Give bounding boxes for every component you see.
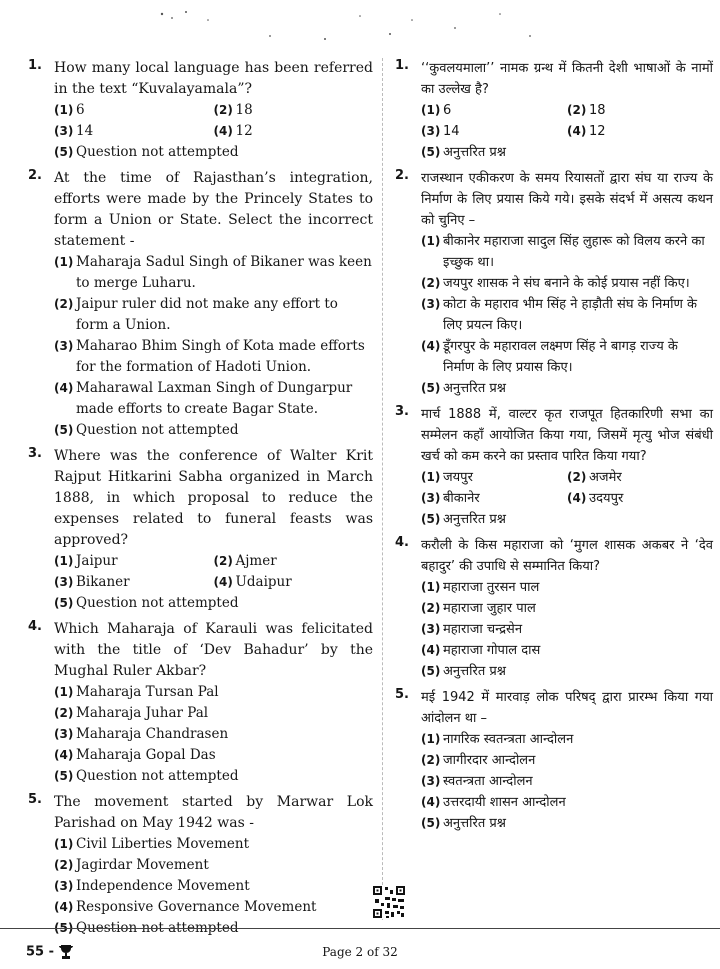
answer-option: [54, 593, 373, 614]
option-text: अनुत्तरित प्रश्न: [443, 381, 506, 396]
option-text: बीकानेर महाराजा सादुल सिंह लुहारू को विलय करने का इच्छुक था।: [443, 234, 705, 270]
answer-option: [421, 813, 713, 834]
qr-code: [372, 885, 406, 919]
option-text: Maharaja Gopal Das: [76, 747, 216, 763]
answer-option: [54, 897, 373, 918]
page-number: Page 2 of 32: [322, 945, 398, 959]
option-text: 12: [589, 124, 606, 139]
option-number: (4): [54, 900, 74, 914]
answer-option: [54, 876, 373, 897]
question-block: [28, 619, 373, 787]
option-number: (5): [54, 596, 74, 610]
option-number: (5): [54, 921, 74, 935]
option-text: Ajmer: [235, 553, 277, 569]
answer-option: [54, 121, 214, 142]
option-text: कोटा के महाराव भीम सिंह ने हाड़ौती संघ के निर्माण के लिए प्रयत्न किए।: [443, 297, 698, 333]
answer-option: [567, 488, 713, 509]
answer-option: [421, 378, 713, 399]
answer-option: [54, 724, 373, 745]
option-text: 6: [76, 102, 85, 118]
question-text: करौली के किस महाराजा को ‘मुगल शासक अकबर ने ‘देव बहादुर’ की उपाधि से सम्मानित किया?: [421, 538, 713, 574]
question-text: At the time of Rajasthan’s integration, efforts were made by the Princely States to form a Union or State. Select the incorrect statement -: [54, 170, 373, 249]
option-number: (4): [421, 339, 441, 353]
option-text: बीकानेर: [443, 491, 480, 506]
option-text: Question not attempted: [76, 144, 239, 160]
option-text: 12: [235, 123, 253, 139]
option-grid: [54, 551, 373, 593]
option-number: (4): [213, 575, 233, 589]
answer-option: [54, 294, 373, 336]
question-number: 1.: [28, 58, 42, 73]
option-text: Bikaner: [76, 574, 130, 590]
option-number: (2): [213, 103, 233, 117]
question-text: Where was the conference of Walter Krit Rajput Hitkarini Sabha organized in March 1888, in which proposal to reduce the expenses related to funeral feasts was approved?: [54, 448, 373, 548]
option-number: (1): [421, 732, 441, 746]
answer-option: [567, 467, 713, 488]
answer-option: [421, 750, 713, 771]
option-number: (3): [421, 774, 441, 788]
answer-option: [54, 703, 373, 724]
option-text: उदयपुर: [589, 491, 624, 506]
question-text: The movement started by Marwar Lok Parishad on May 1942 was -: [54, 794, 373, 831]
question-number: 1.: [395, 58, 409, 73]
answer-option: [54, 682, 373, 703]
option-number: (1): [54, 837, 74, 851]
option-number: (3): [421, 124, 441, 138]
option-number: (2): [421, 753, 441, 767]
answer-option: [54, 551, 214, 572]
answer-option: [54, 855, 373, 876]
option-number: (1): [54, 554, 74, 568]
option-text: महाराजा चन्द्रसेन: [443, 622, 523, 637]
answer-option: [421, 231, 713, 273]
option-number: (3): [421, 491, 441, 505]
hindi-column: [395, 58, 713, 839]
question-text: मई 1942 में मारवाड़ लोक परिषद् द्वारा प्रारम्भ किया गया आंदोलन था –: [421, 690, 713, 726]
answer-option: [214, 100, 374, 121]
option-number: (1): [421, 470, 441, 484]
answer-option: [421, 661, 713, 682]
option-grid: [421, 100, 713, 142]
option-text: जयपुर: [443, 470, 473, 485]
question-block: [28, 58, 373, 163]
option-number: (3): [54, 879, 74, 893]
option-text: 18: [235, 102, 253, 118]
option-number: (4): [421, 795, 441, 809]
option-number: (2): [54, 706, 74, 720]
option-number: (3): [421, 297, 441, 311]
question-number: 2.: [28, 168, 42, 183]
option-text: नागरिक स्वतन्त्रता आन्दोलन: [443, 732, 574, 747]
option-number: (5): [421, 381, 441, 395]
answer-option: [421, 294, 713, 336]
option-text: Jaipur ruler did not make any effort to form a Union.: [76, 296, 338, 333]
option-text: अजमेर: [589, 470, 622, 485]
answer-option: [54, 572, 214, 593]
option-text: Maharawal Laxman Singh of Dungarpur made efforts to create Bagar State.: [76, 380, 353, 417]
answer-option: [421, 792, 713, 813]
question-number: 2.: [395, 168, 409, 183]
option-number: (4): [421, 643, 441, 657]
answer-option: [54, 834, 373, 855]
option-text: Responsive Governance Movement: [76, 899, 317, 915]
answer-option: [54, 745, 373, 766]
option-number: (3): [54, 575, 74, 589]
answer-option: [421, 100, 567, 121]
answer-option: [421, 142, 713, 163]
answer-option: [214, 572, 374, 593]
option-number: (2): [54, 858, 74, 872]
option-text: उत्तरदायी शासन आन्दोलन: [443, 795, 566, 810]
option-text: Maharaja Chandrasen: [76, 726, 229, 742]
option-grid: [54, 100, 373, 142]
answer-option: [421, 619, 713, 640]
option-number: (1): [54, 255, 74, 269]
question-number: 4.: [28, 619, 42, 634]
answer-option: [421, 598, 713, 619]
answer-option: [421, 640, 713, 661]
question-text: Which Maharaja of Karauli was felicitated with the title of ‘Dev Bahadur’ by the Mughal Ruler Akbar?: [54, 621, 373, 679]
english-column: [28, 58, 373, 944]
question-block: [28, 792, 373, 939]
option-number: (1): [54, 103, 74, 117]
option-text: Jaipur: [76, 553, 118, 569]
answer-option: [567, 121, 713, 142]
option-text: Maharaja Sadul Singh of Bikaner was keen to merge Luharu.: [76, 254, 372, 291]
option-number: (1): [421, 580, 441, 594]
answer-option: [421, 771, 713, 792]
question-block: [395, 404, 713, 530]
option-number: (2): [567, 103, 587, 117]
option-number: (5): [54, 769, 74, 783]
option-text: Independence Movement: [76, 878, 250, 894]
option-text: Maharao Bhim Singh of Kota made efforts for the formation of Hadoti Union.: [76, 338, 365, 375]
question-number: 5.: [395, 687, 409, 702]
question-block: [395, 687, 713, 834]
question-block: [28, 168, 373, 441]
option-number: (5): [421, 816, 441, 830]
answer-option: [567, 100, 713, 121]
option-number: (3): [421, 622, 441, 636]
option-text: Civil Liberties Movement: [76, 836, 249, 852]
question-number: 5.: [28, 792, 42, 807]
option-number: (3): [54, 727, 74, 741]
option-text: महाराजा तुरसन पाल: [443, 580, 540, 595]
option-text: डूँगरपुर के महारावल लक्ष्मण सिंह ने बागड़ राज्य के निर्माण के लिए प्रयास किए।: [443, 339, 678, 375]
option-grid: [421, 467, 713, 509]
question-text: मार्च 1888 में, वाल्टर कृत राजपूत हितकारिणी सभा का सम्मेलन कहाँ आयोजित किया गया, जिसमें मृत्यु भोज संबंधी खर्च को कम करने का प्रस्ताव पारित किया गया?: [421, 407, 713, 464]
option-text: 14: [443, 124, 460, 139]
option-text: महाराजा गोपाल दास: [443, 643, 541, 658]
answer-option: [54, 766, 373, 787]
option-number: (3): [54, 339, 74, 353]
option-text: Question not attempted: [76, 422, 239, 438]
option-text: अनुत्तरित प्रश्न: [443, 512, 506, 527]
question-block: [395, 58, 713, 163]
option-text: महाराजा जुहार पाल: [443, 601, 536, 616]
option-number: (5): [421, 512, 441, 526]
option-text: Jagirdar Movement: [76, 857, 209, 873]
option-text: Maharaja Juhar Pal: [76, 705, 209, 721]
option-number: (2): [213, 554, 233, 568]
option-text: Udaipur: [235, 574, 292, 590]
question-block: [395, 535, 713, 682]
question-number: 3.: [395, 404, 409, 419]
answer-option: [54, 142, 373, 163]
option-text: अनुत्तरित प्रश्न: [443, 664, 506, 679]
answer-option: [54, 252, 373, 294]
option-number: (4): [567, 124, 587, 138]
option-number: (4): [213, 124, 233, 138]
answer-option: [54, 100, 214, 121]
answer-option: [421, 336, 713, 378]
question-block: [395, 168, 713, 399]
column-divider: [382, 58, 383, 920]
answer-option: [421, 488, 567, 509]
answer-option: [421, 729, 713, 750]
option-text: जागीरदार आन्दोलन: [443, 753, 536, 768]
answer-option: [54, 378, 373, 420]
option-number: (5): [54, 423, 74, 437]
footer-rule: [0, 928, 720, 929]
option-number: (4): [54, 748, 74, 762]
answer-option: [421, 273, 713, 294]
option-number: (5): [54, 145, 74, 159]
option-number: (4): [54, 381, 74, 395]
option-number: (2): [567, 470, 587, 484]
option-text: अनुत्तरित प्रश्न: [443, 816, 506, 831]
answer-option: [54, 336, 373, 378]
option-text: जयपुर शासक ने संघ बनाने के कोई प्रयास नहीं किए।: [443, 276, 690, 291]
option-number: (2): [421, 601, 441, 615]
option-number: (1): [421, 234, 441, 248]
answer-option: [214, 121, 374, 142]
question-number: 3.: [28, 446, 42, 461]
option-text: Question not attempted: [76, 595, 239, 611]
question-text: How many local language has been referred in the text “Kuvalayamala”?: [54, 60, 373, 97]
option-text: Question not attempted: [76, 768, 239, 784]
question-text: ‘‘कुवलयमाला’’ नामक ग्रन्थ में कितनी देशी भाषाओं के नामों का उल्लेख है?: [421, 61, 713, 97]
answer-option: [54, 420, 373, 441]
option-number: (3): [54, 124, 74, 138]
answer-option: [421, 509, 713, 530]
scan-noise: [150, 6, 550, 46]
answer-option: [214, 551, 374, 572]
option-number: (1): [54, 685, 74, 699]
option-text: 18: [589, 103, 606, 118]
option-text: Question not attempted: [76, 920, 239, 936]
option-number: (1): [421, 103, 441, 117]
answer-option: [421, 577, 713, 598]
option-text: Maharaja Tursan Pal: [76, 684, 219, 700]
option-text: 6: [443, 103, 452, 118]
option-text: स्वतन्त्रता आन्दोलन: [443, 774, 533, 789]
option-number: (5): [421, 664, 441, 678]
option-text: 14: [76, 123, 94, 139]
option-number: (2): [421, 276, 441, 290]
answer-option: [421, 121, 567, 142]
page-code: 55 -: [26, 944, 73, 960]
question-block: [28, 446, 373, 614]
option-number: (5): [421, 145, 441, 159]
answer-option: [421, 467, 567, 488]
question-number: 4.: [395, 535, 409, 550]
option-text: अनुत्तरित प्रश्न: [443, 145, 506, 160]
question-text: राजस्थान एकीकरण के समय रियासतों द्वारा संघ या राज्य के निर्माण के लिए प्रयास किये गये। इसके संदर्भ में असत्य कथन को चुनिए –: [421, 171, 713, 228]
option-number: (4): [567, 491, 587, 505]
option-number: (2): [54, 297, 74, 311]
